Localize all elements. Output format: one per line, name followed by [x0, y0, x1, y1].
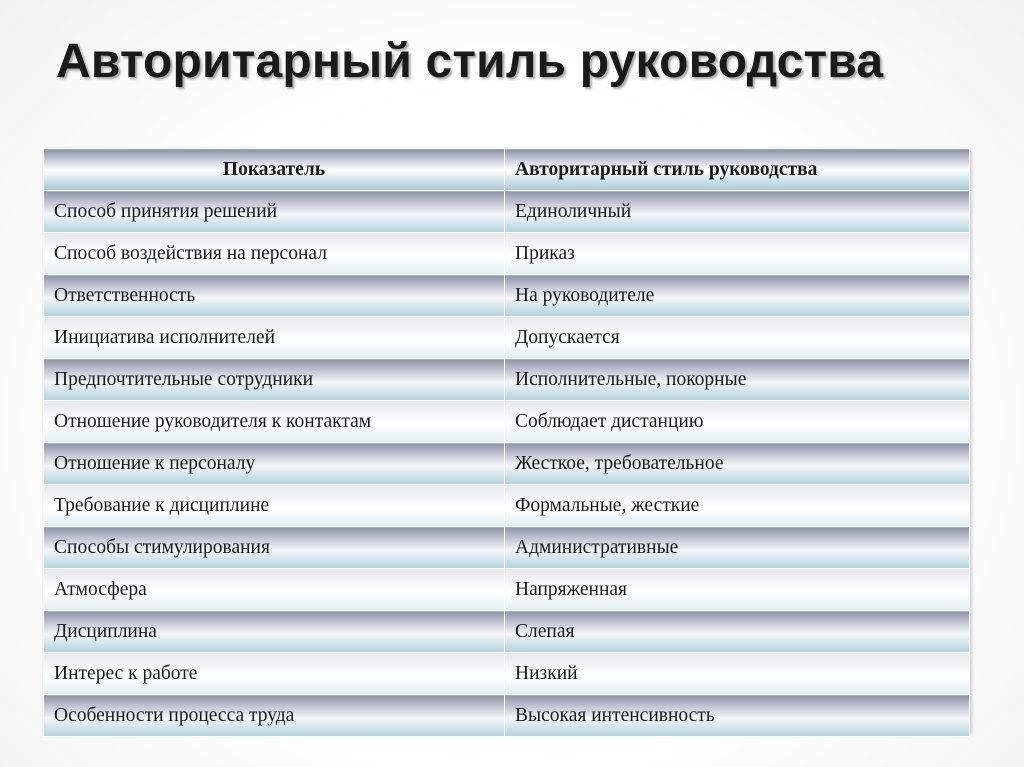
indicator-cell: Инициатива исполнителей [44, 317, 505, 359]
table-row [44, 485, 970, 527]
indicator-cell: Способ воздействия на персонал [44, 233, 505, 275]
slide-title: Авторитарный стиль руководства [56, 35, 884, 88]
column-header-style: Авторитарный стиль руководства [505, 149, 970, 191]
indicator-cell: Требование к дисциплине [44, 485, 505, 527]
table-row [44, 527, 970, 569]
table-row [44, 653, 970, 695]
comparison-table [43, 148, 970, 737]
table-row [44, 569, 970, 611]
indicator-cell: Отношение руководителя к контактам [44, 401, 505, 443]
value-cell: Административные [505, 527, 970, 569]
value-cell: Высокая интенсивность [505, 695, 970, 737]
indicator-cell: Дисциплина [44, 611, 505, 653]
table-row [44, 443, 970, 485]
indicator-cell: Отношение к персоналу [44, 443, 505, 485]
indicator-cell: Предпочтительные сотрудники [44, 359, 505, 401]
value-cell: Формальные, жесткие [505, 485, 970, 527]
value-cell: Жесткое, требовательное [505, 443, 970, 485]
value-cell: Приказ [505, 233, 970, 275]
column-header-indicator: Показатель [44, 149, 505, 191]
value-cell: Низкий [505, 653, 970, 695]
table-row [44, 359, 970, 401]
table-row [44, 191, 970, 233]
indicator-cell: Интерес к работе [44, 653, 505, 695]
indicator-cell: Особенности процесса труда [44, 695, 505, 737]
indicator-cell: Атмосфера [44, 569, 505, 611]
value-cell: Напряженная [505, 569, 970, 611]
indicator-cell: Способ принятия решений [44, 191, 505, 233]
value-cell: Слепая [505, 611, 970, 653]
table-row [44, 695, 970, 737]
table-row [44, 611, 970, 653]
table-row [44, 317, 970, 359]
value-cell: Исполнительные, покорные [505, 359, 970, 401]
indicator-cell: Способы стимулирования [44, 527, 505, 569]
value-cell: Единоличный [505, 191, 970, 233]
value-cell: На руководителе [505, 275, 970, 317]
indicator-cell: Ответственность [44, 275, 505, 317]
table-row [44, 275, 970, 317]
table-row [44, 233, 970, 275]
value-cell: Допускается [505, 317, 970, 359]
table-header-row [44, 149, 970, 191]
table-row [44, 401, 970, 443]
comparison-table-container [43, 148, 969, 732]
value-cell: Соблюдает дистанцию [505, 401, 970, 443]
